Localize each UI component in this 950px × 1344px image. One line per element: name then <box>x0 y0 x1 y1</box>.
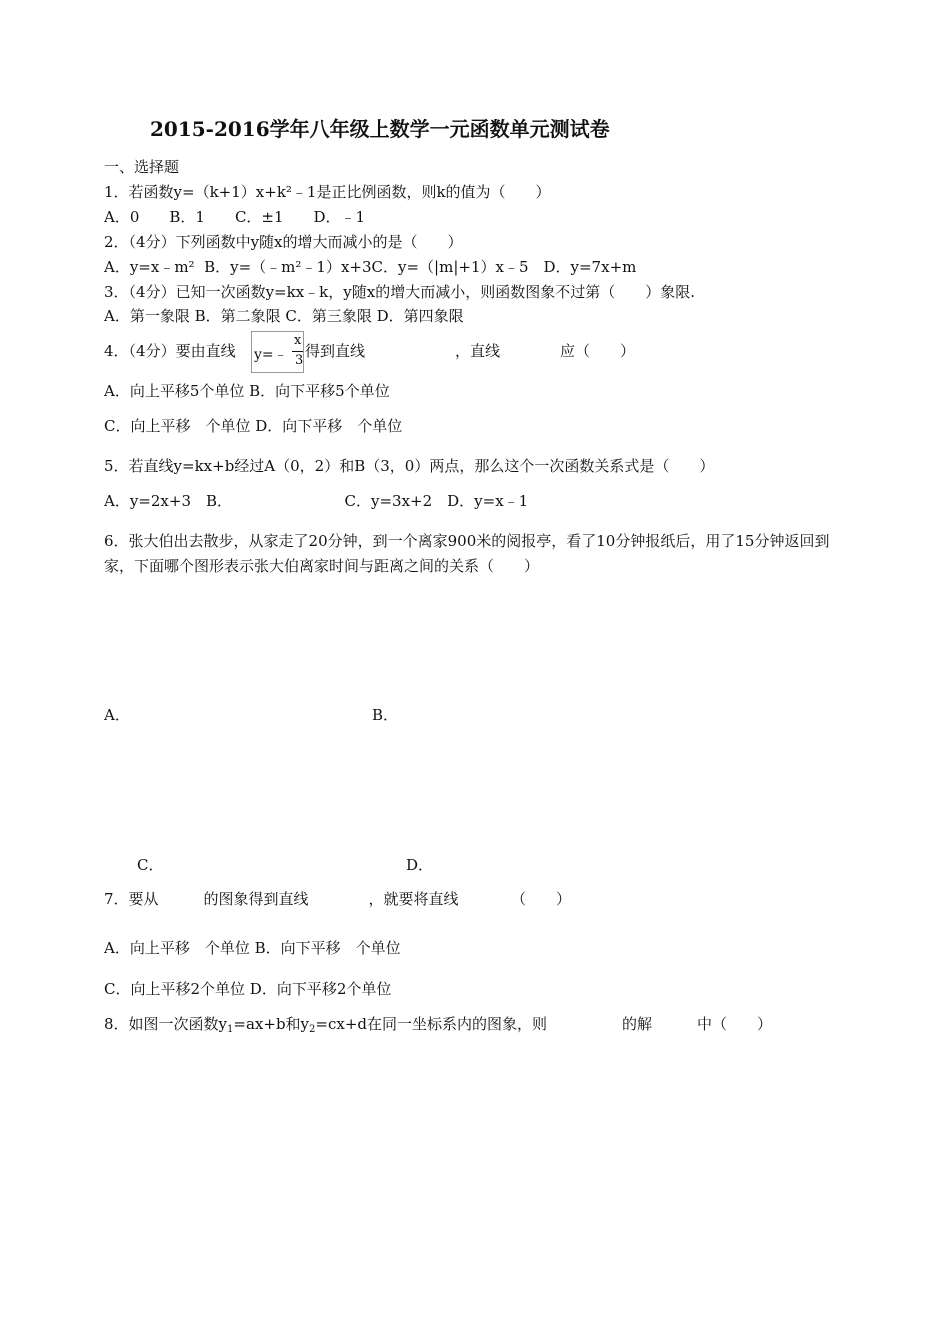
question-5: 5．若直线y=kx+b经过A（0，2）和B（3，0）两点，那么这个一次函数关系式是（ ） <box>104 457 715 475</box>
question-5-options: A．y=2x+3 B． C．y=3x+2 D．y=x﹣1 <box>104 492 529 510</box>
question-7-options-ab: A．向上平移 个单位 B．向下平移 个单位 <box>104 939 401 957</box>
formula-q4 <box>251 331 304 373</box>
question-6-option-c: C． <box>137 856 164 874</box>
question-2-options: A．y=x﹣m² B．y=（﹣m²﹣1）x+3C．y=（|m|+1）x﹣5 D．y=7x+m <box>104 258 637 276</box>
question-2: 2．（4分）下列函数中y随x的增大而减小的是（ ） <box>104 233 463 251</box>
question-1-options: A．0 B．1 C．±1 D．﹣1 <box>104 208 366 226</box>
question-8 <box>104 1014 772 1040</box>
question-4-prefix: 4．（4分）要由直线 <box>104 342 236 360</box>
question-4-suffix: 得到直线 ，直线 应（ ） <box>305 342 636 360</box>
formula-numerator: x <box>294 333 302 348</box>
formula-lhs: y=﹣ <box>254 347 288 363</box>
question-4-options-cd: C．向上平移 个单位 D．向下平移 个单位 <box>104 417 403 435</box>
question-7-options-cd: C．向上平移2个单位 D．向下平移2个单位 <box>104 980 392 998</box>
question-8-part: =cx+d在同一坐标系内的图象，则 的解 中（ ） <box>315 1015 773 1033</box>
formula-denominator: 3 <box>295 353 304 368</box>
question-6-option-a: A． <box>104 706 130 724</box>
question-1: 1．若函数y=（k+1）x+k²﹣1是正比例函数，则k的值为（ ） <box>104 183 551 201</box>
question-3-options: A．第一象限 B．第二象限 C．第三象限 D．第四象限 <box>104 307 464 325</box>
question-8-part: =ax+b和y <box>233 1015 310 1033</box>
question-8-part: 8．如图一次函数y <box>104 1015 228 1033</box>
question-4-options-ab: A．向上平移5个单位 B．向下平移5个单位 <box>104 382 390 400</box>
question-6-option-d: D． <box>406 856 434 874</box>
question-6: 6．张大伯出去散步，从家走了20分钟，到一个离家900米的阅报亭，看了10分钟报纸后，用了15分钟返回到家，下面哪个图形表示张大伯离家时间与距离之间的关系（ ） <box>104 532 830 575</box>
subscript-2: 2 <box>309 1024 316 1035</box>
page-title: 2015-2016学年八年级上数学一元函数单元测试卷 <box>150 117 610 141</box>
fraction-bar <box>292 351 303 352</box>
question-6-option-b: B． <box>372 706 399 724</box>
question-7: 7．要从 的图象得到直线 ，就要将直线 （ ） <box>104 890 572 908</box>
section-heading: 一、选择题 <box>104 158 180 176</box>
question-3: 3．（4分）已知一次函数y=kx﹣k，y随x的增大而减小，则函数图象不过第（ ）象限. <box>104 283 695 301</box>
subscript-1: 1 <box>227 1024 234 1035</box>
